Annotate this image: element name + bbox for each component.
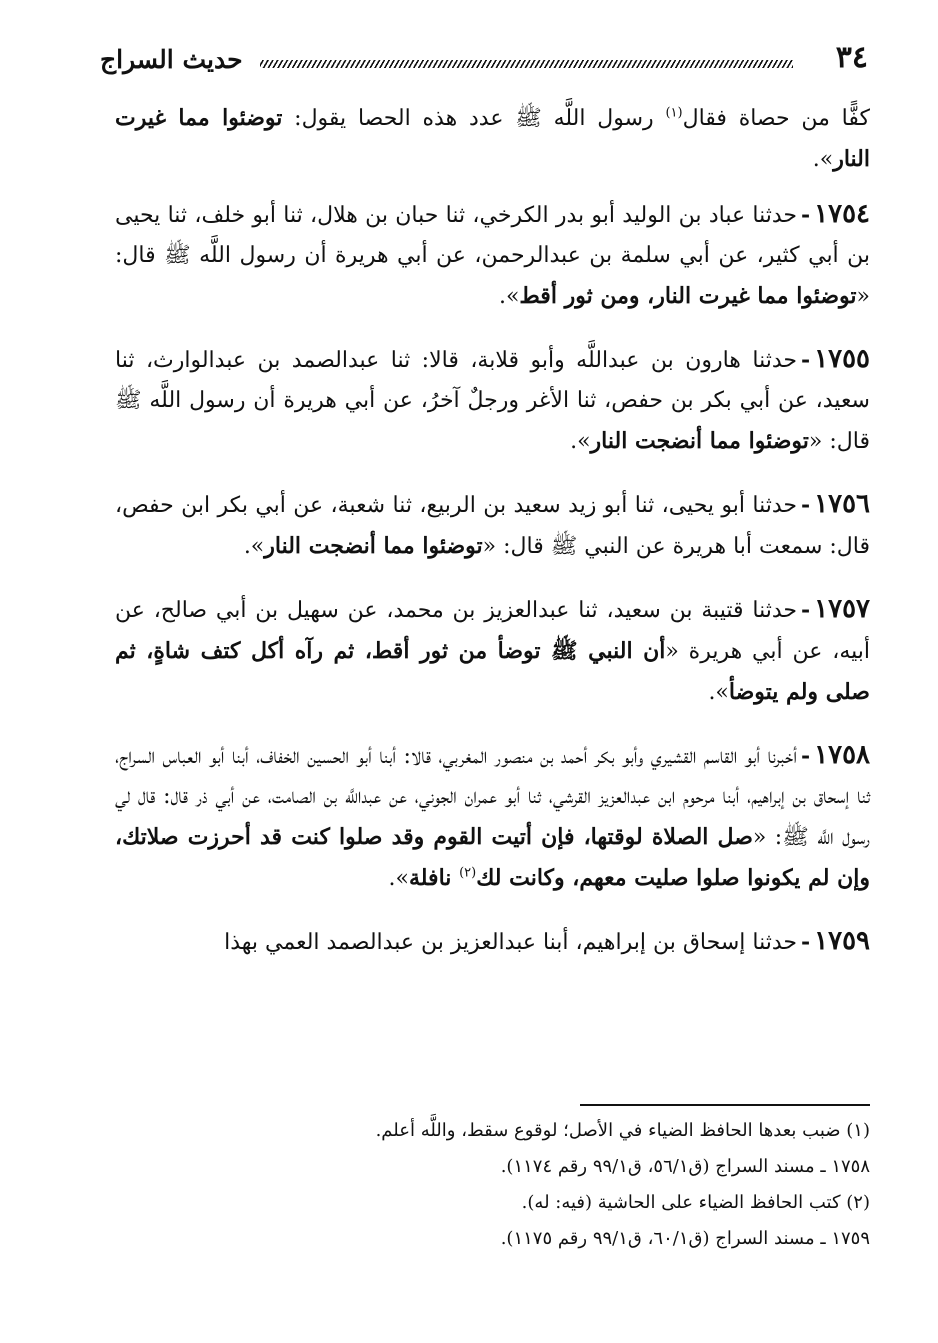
hadith-paragraph: [115, 194, 870, 317]
narration-text: ».: [498, 284, 520, 309]
number-dash: -: [801, 202, 811, 228]
narration-text: حدثنا عباد بن الوليد أبو بدر الكرخي، ثنا حبان بن هلال، ثنا أبو خلف، ثنا يحيى بن أبي كثير، عن أبي سلمة بن عبدالرحمن، عن أبي هريرة أن رسول اللَّه ﷺ قال: «: [115, 203, 870, 309]
number-dash: -: [801, 492, 811, 518]
hadith-text: توضئوا مما أنضجت النار: [264, 533, 483, 559]
footnotes: [115, 1113, 870, 1257]
narration-text: ».: [708, 680, 729, 705]
hadith-paragraph: [115, 484, 870, 567]
main-text: [115, 98, 870, 985]
footnote-source-1758: ١٧٥٨ ـ مسند السراج (ق٥٦/١، ق٩٩/١ رقم ١١٧٤).: [500, 1156, 870, 1177]
narration-text: ».: [812, 147, 834, 172]
narration-text: حدثنا قتيبة بن سعيد، ثنا عبدالعزيز بن محمد، عن سهيل بن أبي صالح، عن أبيه، عن أبي هريرة «: [115, 598, 870, 664]
number-dash: -: [801, 597, 811, 623]
header-hatched-rule: [260, 60, 793, 68]
hadith-number: ١٧٥٨: [814, 740, 870, 770]
narration-text: ».: [388, 866, 409, 891]
narration-text: حدثنا أبو يحيى، ثنا أبو زيد سعيد بن الربيع، ثنا شعبة، عن أبي بكر ابن حفص، قال: سمعت أبا هريرة عن النبي ﷺ قال: «: [115, 493, 870, 559]
hadith-paragraph: [115, 735, 870, 899]
narration-text: أخبرنا أبو القاسم القشيري وأبو بكر أحمد بن منصور المغربي، قالا: أبنا أبو الحسين الخفاف، أبنا أبو العباس السراج، ثنا إسحاق بن إبراهيم، أبنا مرحوم ابن عبدالعزيز القرشي، ثنا أبو عمران الجوني، عن عبداللَّه بن الصامت، عن أبي ذر قال: قال لي رسول اللَّه ﷺ: «: [115, 744, 870, 850]
page-header: [100, 38, 868, 88]
narration-text: كفًّا من حصاة فقال: [682, 106, 870, 131]
hadith-number: ١٧٥٩: [814, 926, 870, 956]
page-number: ٣٤: [835, 40, 868, 75]
hadith-text: توضئوا مما غيرت النار: [115, 105, 870, 172]
number-dash: -: [801, 347, 811, 373]
hadith-text: أن النبي ﷺ توضأ من ثور أقط، ثم رآه أكل كتف شاةٍ، ثم صلى ولم يتوضأ: [115, 638, 870, 705]
footnote-marker: (١): [665, 105, 683, 121]
hadith-number: ١٧٥٥: [814, 344, 870, 374]
footnote-source-1759: ١٧٥٩ ـ مسند السراج (ق٦٠/١، ق٩٩/١ رقم ١١٧٥).: [500, 1228, 870, 1249]
narration-text: ».: [243, 534, 265, 559]
hadith-paragraph: [115, 589, 870, 713]
footnote-2: (٢) كتب الحافظ الضياء على الحاشية (فيه: له).: [521, 1192, 870, 1213]
hadith-paragraph: [115, 921, 870, 963]
running-title: حديث السراج: [100, 45, 243, 74]
hadith-text: توضئوا مما غيرت النار، ومن ثور أقط: [519, 283, 857, 309]
narration-text: حدثنا إسحاق بن إبراهيم، أبنا عبدالعزيز بن عبدالصمد العمي بهذا: [224, 930, 797, 955]
hadith-number: ١٧٥٤: [814, 199, 870, 229]
number-dash: -: [801, 929, 811, 955]
hadith-text: نافلة: [408, 865, 460, 891]
number-dash: -: [801, 743, 811, 769]
hadith-number: ١٧٥٧: [814, 594, 870, 624]
narration-text: حدثنا هارون بن عبداللَّه وأبو قلابة، قالا: ثنا عبدالصمد بن عبدالوارث، ثنا سعيد، عن أبي بكر بن حفص، ثنا الأغر ورجلٌ آخرُ، عن أبي هريرة أن رسول اللَّه ﷺ قال: «: [115, 348, 870, 454]
narration-text: رسول اللَّه ﷺ عدد هذه الحصا يقول:: [282, 106, 666, 131]
footnote-1: (١) ضبب بعدها الحافظ الضياء في الأصل؛ لوقوع سقط، واللَّه أعلم.: [375, 1120, 870, 1141]
footnote-separator: [580, 1104, 870, 1106]
narration-text: ».: [570, 429, 591, 454]
hadith-text: توضئوا مما أنضجت النار: [590, 428, 809, 454]
footnote-marker: (٢): [459, 865, 477, 881]
hadith-paragraph: [115, 339, 870, 462]
continuation-paragraph: [115, 98, 870, 180]
hadith-text: صل الصلاة لوقتها، فإن أتيت القوم وقد صلوا كنت قد أحرزت صلاتك، وإن لم يكونوا صلوا صليت معهم، وكانت لك: [115, 824, 870, 891]
hadith-number: ١٧٥٦: [814, 489, 870, 519]
